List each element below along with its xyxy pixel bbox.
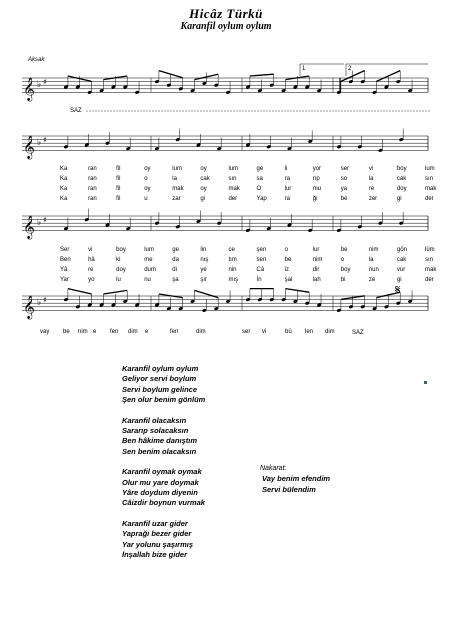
volta-bracket-2 [346,64,428,76]
verses-block [122,364,205,571]
lyric-syllable: nim [312,257,323,263]
lyric-syllable: der [425,196,434,202]
lyric-syllable: ser [340,166,350,172]
lyric-syllable: re [368,186,375,192]
lyric-syllable: ce [228,247,235,253]
lyric-syllable: ra [284,176,290,182]
lyric-syllable: oy [200,166,207,172]
verse-line: Karanfil uzar gider [122,518,188,528]
verse-line: Yaprağı bezer gider [122,529,192,539]
verse-stanza [122,467,205,509]
lyric-row [60,277,440,285]
lyric-syllable: ya [340,186,348,192]
saz-label: SAZ [70,108,82,114]
saz-label-end: SAZ [352,330,364,336]
lyric-syllable: şal [284,277,293,283]
lyric-syllable: der [425,277,434,283]
lyric-syllable: Ben [60,257,71,263]
lyric-syllable: lur [284,186,292,192]
lyric-syllable: yor [312,166,322,172]
lyric-syllable: sen [256,257,267,263]
lyric-syllable: bi [340,277,346,283]
lyric-syllable: be [340,247,348,253]
lyric-row [60,186,440,194]
treble-clef-icon: 𝄞 [23,214,35,239]
lyric-syllable: nin [228,267,237,273]
lyric-syllable: fen [170,329,179,335]
lyric-syllable: dim [128,329,138,335]
note-beam [250,74,274,76]
volta-number: 1 [302,66,306,72]
lyric-syllable: ran [88,186,97,192]
verse-line: Yâre doydum diyenin [122,488,198,498]
lyric-syllable: mu [312,186,322,192]
lyric-syllable: sa [256,176,263,182]
lyric-syllable: so [340,176,348,182]
lyric-syllable: fil [116,176,121,182]
lyric-syllable: gi [200,196,206,202]
lyric-syllable: mak [172,186,184,192]
lyric-syllable: be [340,196,348,202]
song-subtitle: Karanfil oylum oylum [180,21,272,32]
volta-bracket-1 [300,64,344,76]
lyric-syllable: re [88,267,94,273]
lyric-row [60,257,440,265]
verse-line: Karanfil oylum oylum [122,364,199,373]
lyric-syllable: lu [116,277,121,283]
lyric-syllable: da [172,257,179,263]
lyric-syllable: lah [312,277,321,283]
lyric-syllable: iz [284,267,289,273]
lyric-syllable: be [284,257,292,263]
lyric-syllable: vur [396,267,406,273]
lyric-row [60,247,440,255]
lyric-syllable: o [284,247,288,253]
usul-label: Aksak [28,57,45,63]
lyric-syllable: cak [396,176,407,182]
lyric-syllable: u [144,196,148,202]
flat-icon: ♭ [37,80,42,91]
lyric-syllable: şır [200,277,208,283]
lyric-syllable: ran [88,166,97,172]
sharp-icon: ♯ [43,295,47,305]
lyric-syllable: lur [312,247,320,253]
lyric-syllable: nış [200,257,209,263]
verse-line: Sararıp solacaksın [122,426,189,436]
lyric-syllable: boy [116,247,126,253]
lyric-syllable: ge [172,247,179,253]
verse-line: Servi boylum gelince [122,384,198,394]
song-title: Hicâz Türkü [189,6,263,21]
lyric-syllable: vi [368,166,374,172]
lyric-syllable: ki [116,257,121,263]
verse-line: Câizdir boynun vurmak [122,498,205,508]
lyric-syllable: ye [200,267,207,273]
lyric-row [60,196,440,204]
lyric-syllable: boy [340,267,351,273]
lyric-syllable: ran [88,176,97,182]
lyric-row [60,176,440,184]
verse-stanza [122,519,205,561]
lyric-syllable: Yâ [60,267,68,273]
lyric-syllable: dim [325,329,335,335]
lyric-syllable: gi [396,196,402,202]
treble-clef-icon: 𝄞 [23,76,35,101]
lyric-syllable: doy [396,186,407,192]
sharp-icon: ♯ [43,135,47,145]
lyric-syllable: mak [425,186,437,192]
lyric-syllable: o [144,176,148,182]
lyric-syllable: vay [40,329,50,335]
lyric-syllable: gön [396,247,407,253]
lyric-row [40,329,440,337]
lyric-syllable: mak [425,267,437,273]
lyric-syllable: dum [144,267,156,273]
verse-line: Olur mu yare doymak [122,477,199,487]
lyric-syllable: rıp [312,176,320,182]
verse-line: Sen benim olacaksın [122,446,197,456]
verse-line: Ben hâkime danıştım [122,436,198,446]
lyric-syllable: fil [116,186,121,192]
lyric-syllable: Ka [60,166,68,172]
lyric-syllable: vi [88,247,93,253]
note-beam [68,289,92,294]
chorus-label: Nakarat: [260,465,287,472]
lyric-syllable: lum [425,166,435,172]
lyric-syllable: zar [172,196,181,202]
lyric-syllable: Ka [60,176,68,182]
verse-line: İnşallah bize gider [122,550,188,560]
lyric-syllable: oy [200,186,207,192]
lyric-syllable: der [228,196,238,202]
lyric-syllable: O [256,186,262,192]
treble-clef-icon: 𝄞 [23,294,35,319]
flat-icon: ♭ [37,298,42,309]
lyric-syllable: Yap [256,196,267,202]
lyric-syllable: hâ [88,257,95,263]
lyric-syllable: lin [200,247,207,253]
lyric-syllable: mış [228,277,239,283]
lyric-syllable: cak [396,257,407,263]
lyric-syllable: lum [144,247,154,253]
chorus-line: Vay benim efendim [262,474,331,483]
verse-stanza [122,364,205,406]
verse-line: Karanfil oymak oymak [122,467,202,477]
lyric-syllable: o [340,257,345,263]
verse-line: Şen olur benim gönlüm [122,395,206,405]
lyric-syllable: di [172,267,177,273]
verse-line: Karanfil olacaksın [122,415,187,425]
note-beam [103,290,127,294]
sharp-icon: ♯ [43,215,47,225]
lyric-syllable: Ka [60,196,68,202]
lyric-syllable: be [63,329,70,335]
flat-icon: ♭ [37,218,42,229]
lyric-syllable: sın [425,176,434,182]
verse-line: Geliyor servi boylum [122,374,197,384]
lyric-syllable: İn [256,277,262,283]
lyric-syllable: bü [285,329,292,335]
lyric-syllable: ran [88,196,97,202]
lyric-syllable: oy [144,166,151,172]
lyric-syllable: ra [284,196,290,202]
lyric-syllable: fil [116,196,121,202]
lyric-syllable: ge [256,166,264,172]
lyric-syllable: Ser [60,247,70,253]
lyric-syllable: ğı [312,196,318,202]
lyric-syllable: la [172,176,177,182]
lyric-syllable: doy [116,267,126,273]
verse-stanza [122,416,205,458]
lyric-syllable: ser [242,329,251,335]
verse-line: Yar yolunu şaşırmış [122,539,194,549]
treble-clef-icon: 𝄞 [23,134,35,159]
lyric-syllable: şa [172,277,179,283]
lyric-syllable: Câ [256,267,265,273]
lyric-syllable: boy [396,166,407,172]
lyric-syllable: lum [228,166,239,172]
lyric-syllable: sın [425,257,434,263]
lyric-syllable: oy [144,186,151,192]
lyric-syllable: mak [228,186,240,192]
sharp-icon: ♯ [43,77,47,87]
note-beam [194,290,218,297]
chorus-line: Servi bülendim [262,484,316,494]
lyric-row [60,166,440,174]
lyric-syllable: lum [172,166,182,172]
lyric-syllable: nim [78,329,88,335]
lyric-syllable: la [368,257,374,263]
chorus-block [260,464,330,495]
lyric-syllable: nim [368,247,379,253]
lyric-syllable: cak [200,176,210,182]
lyric-syllable: zer [368,196,378,202]
lyric-syllable: ze [368,277,376,283]
lyric-syllable: nun [368,267,379,273]
flat-icon: ♭ [37,138,42,149]
lyric-syllable: gi [396,277,402,283]
lyric-syllable: vi [262,329,267,335]
lyric-syllable: fil [116,166,121,172]
lyric-syllable: e [145,329,149,335]
lyric-syllable: sın [228,176,237,182]
volta-number: 2 [348,66,352,72]
lyric-syllable: yo [88,277,95,283]
lyric-syllable: dir [312,267,320,273]
lyric-syllable: Yar [60,277,69,283]
segno-icon: 𝄋 [395,283,401,298]
lyric-syllable: fen [110,329,119,335]
lyric-syllable: la [368,176,374,182]
page-marker [424,381,427,384]
lyric-syllable: li [284,166,288,172]
lyric-syllable: şen [256,247,267,253]
lyric-syllable: Ka [60,186,68,192]
lyric-syllable: nu [144,277,151,283]
lyric-syllable: tım [228,257,237,263]
lyric-syllable: len [305,329,314,335]
lyric-syllable: e [93,329,97,335]
lyric-row [60,267,440,275]
lyric-syllable: me [144,257,153,263]
lyric-syllable: dim [196,329,206,335]
lyric-syllable: lüm [425,247,435,253]
